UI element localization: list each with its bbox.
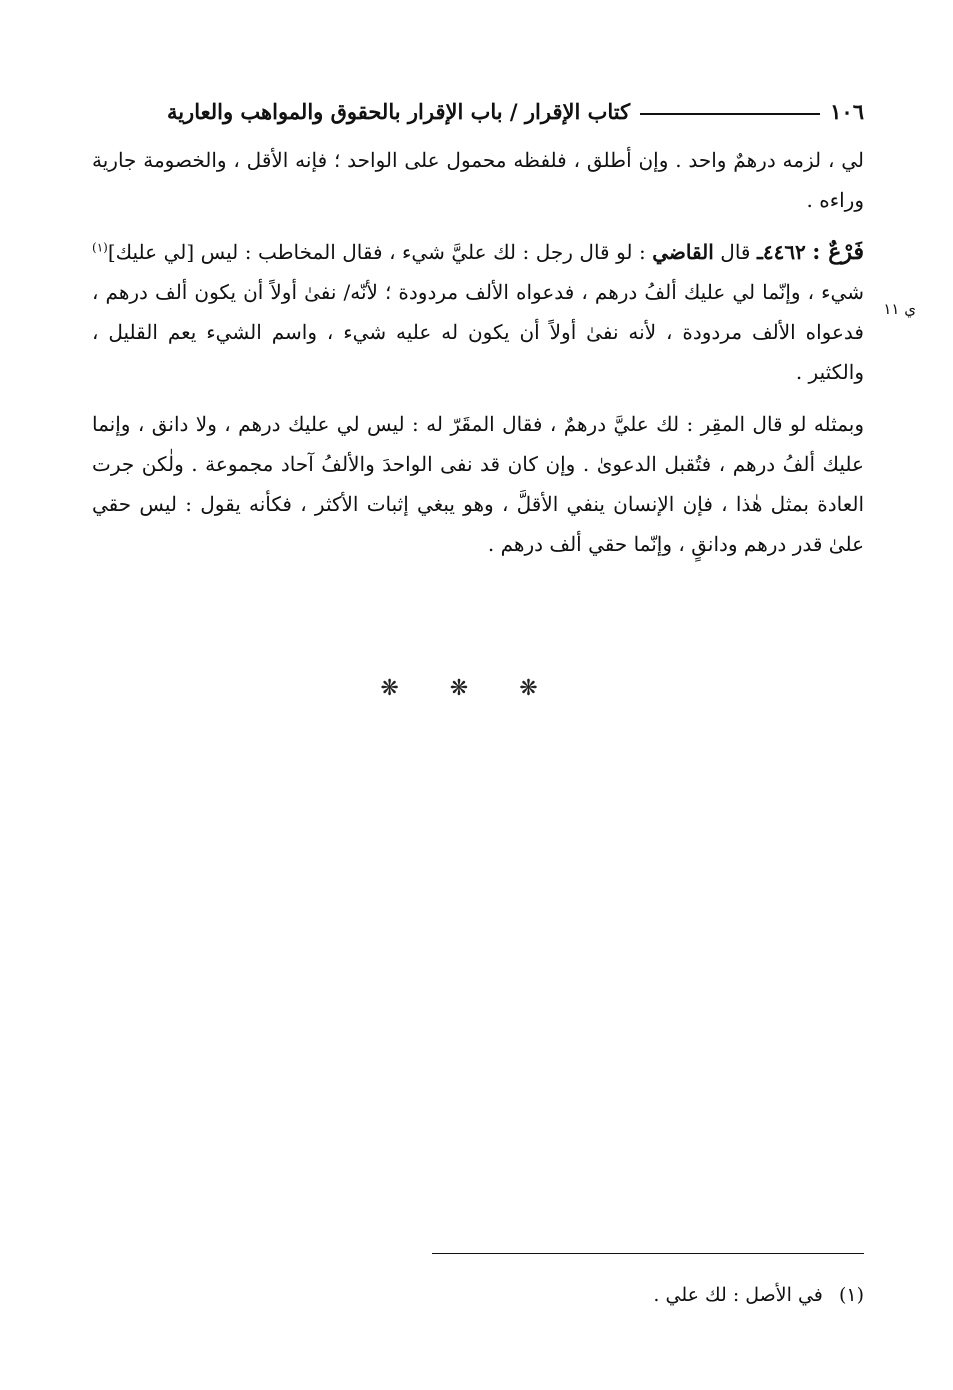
paragraph-2-text-b: : لو قال رجل : لك عليَّ شيء ، فقال المخاطب : ليس [لي عليك]: [107, 240, 646, 264]
paragraph-2-text-a: قال: [720, 240, 751, 264]
header-title: كتاب الإقرار / باب الإقرار بالحقوق والمواهب والعارية: [166, 99, 631, 124]
paragraph-2: [92, 232, 864, 392]
main-text: [92, 140, 864, 564]
footnote-number: (١): [838, 1284, 864, 1306]
paragraph-3: وبمثله لو قال المقِر : لك عليَّ درهمٌ ، فقال المقَرّ له : ليس لي عليك درهم ، ولا دانق ، وإنما عليك ألفُ درهم ، فتُقبل الدعوىٰ . وإن كان قد نفى الواحدَ والألفُ آحاد مجموعة . ولٰكن جرت العادة بمثل هٰذا ، فإن الإنسان ينفي الأقلَّ ، وهو يبغي إثبات الأكثر ، فكأنه يقول : ليس حقي علىٰ قدر درهم ودانقٍ ، وإنّما حقي ألف درهم .: [92, 412, 864, 556]
page-number: ١٠٦: [830, 99, 864, 124]
footnote-text: في الأصل : لك علي .: [653, 1284, 823, 1306]
item-number: ٤٤٦٢ـ: [756, 240, 806, 264]
running-header: [92, 84, 864, 124]
footnote-ref: (١): [92, 240, 108, 255]
paragraph-1: لي ، لزمه درهمٌ واحد . وإن أطلق ، فلفظه محمول على الواحد ؛ فإنه الأقل ، والخصومة جارية وراءه .: [92, 148, 864, 212]
speaker-name: القاضي: [652, 240, 714, 264]
footnote: [92, 1284, 864, 1306]
header-rule: [640, 113, 820, 115]
paragraph-2-text-c: شيء ، وإنّما لي عليك ألفُ درهم ، فدعواه الألف مردودة ؛ لأنّه/ نفىٰ أولاً أن يكون ألف درهم ، فدعواه الألف مردودة ، لأنه نفىٰ أولاً أن يكون له عليه شيء ، واسم الشيء يعم القليل ، والكثير .: [92, 280, 864, 384]
margin-note: ي ١١: [883, 300, 916, 318]
footnote-rule: [432, 1253, 864, 1254]
section-label: فَرْعٌ :: [812, 239, 864, 265]
section-separator: ❋ ❋ ❋: [380, 676, 560, 701]
